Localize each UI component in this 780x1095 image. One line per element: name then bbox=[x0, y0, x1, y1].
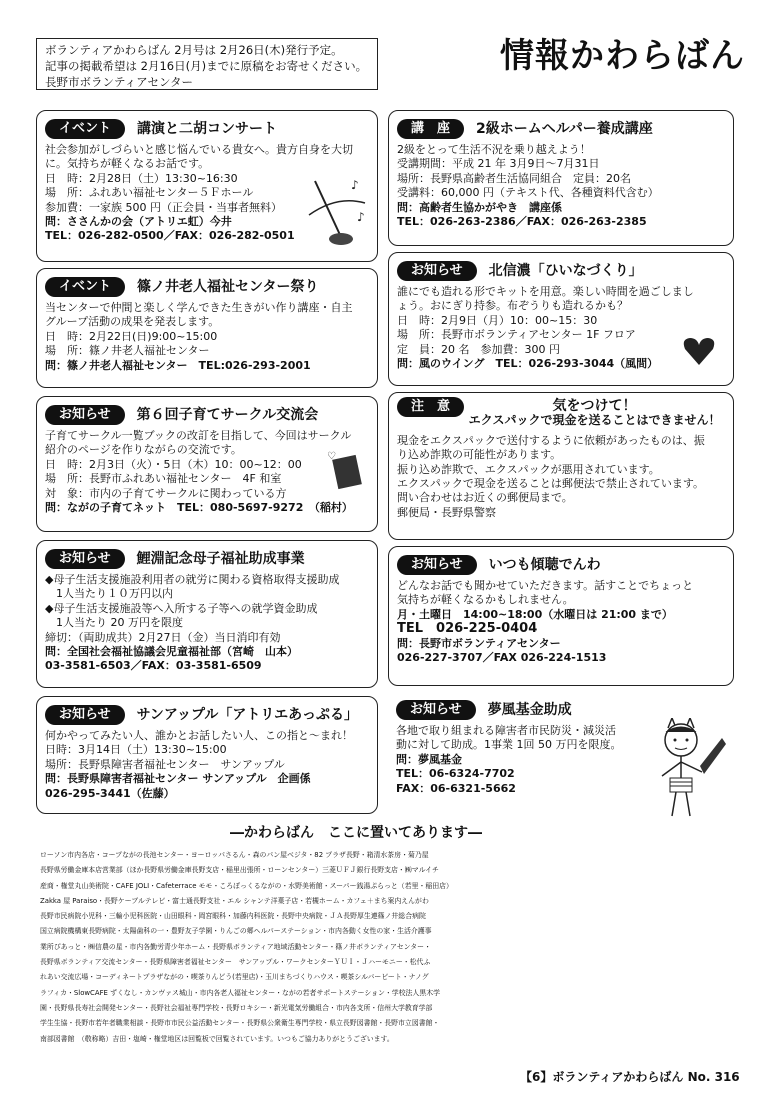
category-tag: お知らせ bbox=[45, 549, 125, 569]
places-line: ローソン市内各店・コープながの長池センター・ヨーロッパさるん・森のパン屋ベジタ・82 プラザ長野・箱清水茶房・菊乃屋 bbox=[40, 851, 429, 859]
page-footer: 【6】ボランティアかわらばん No. 316 bbox=[520, 1070, 740, 1084]
places-line: 業所ぴあっと・㈱信農の星・市内各勤労青少年ホーム・長野県ボランティア地域活動センター・篠ノ井ボランティアセンター・ bbox=[40, 942, 431, 951]
body-line: 誰にでも造れる形でキットを用意。楽しい時間を過ごしまし bbox=[397, 285, 694, 298]
places-list bbox=[40, 848, 740, 1047]
places-line: 長野県労働金庫本店営業部（ほか長野県労働金庫長野支店・稲里出張所・ローンセンター）三菱ＵＦＪ銀行長野支店・㈱マルイチ bbox=[40, 866, 439, 875]
heart-illustration bbox=[681, 335, 717, 367]
places-line: れあい交流広場・コーディネートプラザながの・喫茶りんどう(若里店)・玉川まちづくりハウス・喫茶シルバービート・ナノグ bbox=[40, 973, 429, 982]
notice-box-hiina bbox=[388, 252, 734, 386]
contact-line: TEL：026-282-0500／FAX：026-282-0501 bbox=[45, 229, 295, 243]
category-tag: お知らせ bbox=[45, 405, 125, 425]
body-line: 場 所：長野市ふれあい福祉センター 4F 和室 bbox=[45, 472, 282, 486]
body-line: 気持ちが軽くなるかもしれません。 bbox=[397, 593, 574, 607]
category-tag: お知らせ bbox=[397, 261, 477, 281]
contact-line: 問：長野県障害者福祉センター サンアップル 企画係 bbox=[45, 772, 311, 786]
places-line: 産商・権堂丸山美術院・CAFE JOLI・Cafeterrace モモ・ころぼっくるながの・水野美術館・スーパー銭湯ぷらっと（若里・稲田店） bbox=[40, 881, 453, 890]
contact-line: 問：全国社会福祉協議会児童福祉部（宮崎 山本） bbox=[45, 645, 298, 659]
body-line: ょう。おにぎり持参。布ぞうりも造れるかも？ bbox=[397, 299, 628, 313]
body-line: 動に対して助成。1事業 1回 50 万円を限度。 bbox=[396, 738, 622, 752]
body-line: 当センターで仲間と楽しく学んできた生きがい作り講座・自主 bbox=[45, 301, 353, 314]
box-title: 篠ノ井老人福祉センター祭り bbox=[137, 278, 319, 295]
body-line: 郵便局・長野県警察 bbox=[397, 505, 496, 519]
publication-notice bbox=[36, 38, 378, 90]
course-box-helper bbox=[388, 110, 734, 246]
body-line: 1人当たり１０万円以内 bbox=[45, 587, 173, 601]
places-line: 南部図書館 （敬称略）吉田・塩崎・権堂地区は回覧板で回覧されています。いつもご協力ありがとうございます。 bbox=[40, 1034, 394, 1043]
event-box-concert bbox=[36, 110, 378, 262]
body-line: 日 時：2月9日（月）10：00~15：30 bbox=[397, 313, 598, 327]
box-title: 北信濃「ひいなづくり」 bbox=[488, 262, 643, 279]
contact-line: 026-227-3707／FAX 026-224-1513 bbox=[397, 651, 607, 665]
notice-box-listening bbox=[388, 546, 734, 686]
contact-line: TEL 026-225-0404 bbox=[397, 621, 538, 637]
body-line: 日 時：2月3日（火）・5日（木）10：00~12：00 bbox=[45, 457, 302, 471]
svg-text:♡: ♡ bbox=[327, 451, 336, 462]
body-line: に。気持ちが軽くなるお話です。 bbox=[45, 157, 210, 171]
category-tag: 注 意 bbox=[397, 397, 464, 417]
body-line: り込め詐欺の可能性があります。 bbox=[397, 448, 562, 462]
box-title: 夢風基金助成 bbox=[487, 701, 572, 718]
body-line: 子育てサークル一覧ブックの改訂を目指して、今回はサークル bbox=[45, 429, 352, 442]
notice-line: 長野市ボランティアセンター bbox=[45, 75, 194, 89]
notice-box-childcare bbox=[36, 396, 378, 532]
svg-text:♪: ♪ bbox=[351, 178, 359, 192]
erhu-illustration bbox=[305, 175, 369, 249]
body-line: 日時：3月14日（土）13:30~15:00 bbox=[45, 743, 227, 757]
box-title: 2級ホームヘルパー養成講座 bbox=[476, 120, 653, 137]
box-title: 講演と二胡コンサート bbox=[137, 120, 278, 137]
body-line: 振り込め詐欺で、エクスパックが悪用されています。 bbox=[397, 462, 660, 476]
contact-line: 03-3581-6503／FAX：03-3581-6509 bbox=[45, 659, 262, 673]
oni-illustration bbox=[638, 718, 726, 822]
body-line: 締切：（両助成共）2月27日（金）当日消印有効 bbox=[45, 630, 281, 644]
event-box-festival bbox=[36, 268, 378, 388]
booklet-illustration bbox=[327, 449, 367, 499]
body-line: 受講料：60,000 円（テキスト代、各種資料代含む） bbox=[397, 186, 659, 200]
notice-line: ボランティアかわらばん 2月号は 2月26日(木)発行予定。 bbox=[45, 43, 343, 57]
body-line: 日 時：2月22日(日)9:00~15:00 bbox=[45, 329, 218, 343]
contact-line: 月・土曜日 14:00~18:00（水曜日は 21:00 まで） bbox=[397, 607, 673, 621]
body-line: 場所：長野県高齢者生活協同組合 定員：20名 bbox=[397, 171, 631, 185]
box-title: いつも傾聴でんわ bbox=[488, 556, 601, 573]
svg-text:♪: ♪ bbox=[357, 210, 365, 224]
contact-line: 問：夢風基金 bbox=[396, 752, 462, 766]
category-tag: 講 座 bbox=[397, 119, 464, 139]
body-line: 受講期間：平成 21 年 3月9日～7月31日 bbox=[397, 157, 600, 171]
places-line: ラフィカ・SlowCAFE ずくなし・カンヴァス城山・市内各老人福祉センター・ながの若者サポートステーション・学校法人黒木学 bbox=[40, 988, 440, 997]
body-line: 何かやってみたい人、誰かとお話したい人、この指と～まれ！ bbox=[45, 729, 353, 742]
body-line: ◆母子生活支援施設利用者の就労に関わる資格取得支援助成 bbox=[45, 573, 340, 586]
box-title: 第６回子育てサークル交流会 bbox=[136, 406, 319, 423]
body-line: 場 所：長野市ボランティアセンター 1F フロア bbox=[397, 328, 636, 342]
body-line: グループ活動の成果を発表します。 bbox=[45, 315, 220, 329]
body-line: 対 象：市内の子育てサークルに関わっている方 bbox=[45, 486, 287, 500]
contact-line: 問：長野市ボランティアセンター bbox=[397, 636, 561, 650]
category-tag: お知らせ bbox=[397, 555, 477, 575]
category-tag: お知らせ bbox=[396, 700, 476, 720]
body-line: 問い合わせはお近くの郵便局まで。 bbox=[397, 491, 573, 505]
places-line: 学生生協・長野市若年者職業相談・長野市市民公益活動センター・長野県公衆衛生専門学校・県立長野図書館・長野市立図書館・ bbox=[40, 1019, 440, 1028]
body-line: 日 時：2月28日（土）13:30~16:30 bbox=[45, 171, 238, 185]
contact-line: FAX：06-6321-5662 bbox=[396, 781, 516, 795]
masthead-title: 情報かわらばん bbox=[500, 36, 745, 76]
box-title: 気をつけて！ bbox=[552, 398, 637, 414]
body-line: 現金をエクスパックで送付するように依頼があったものは、振 bbox=[397, 433, 705, 447]
places-line: 長野市民病院小児科・三輪小児科医院・山田眼科・岡宮眼科・加藤内科医院・長野中央病院・ＪＡ長野厚生連篠ノ井総合病院 bbox=[40, 912, 426, 921]
body-line: 場 所：ふれあい福祉センター５Ｆホール bbox=[45, 186, 254, 200]
body-line: ◆母子生活支援施設等へ入所する子等への就学資金助成 bbox=[45, 601, 318, 615]
notice-box-atelier bbox=[36, 696, 378, 814]
body-line: 各地で取り組まれる障害者市民防災・減災活 bbox=[396, 724, 616, 737]
places-line: 長野県ボランティア交流センター・長野県障害者福祉センター サンアップル・ワークセンターＹＵＩ・Ｊハーモニー・松代ふ bbox=[40, 958, 431, 967]
contact-line: 問：篠ノ井老人福祉センター TEL:026-293-2001 bbox=[45, 358, 311, 372]
body-line: 場 所：篠ノ井老人福祉センター bbox=[45, 344, 210, 358]
notice-box-grant bbox=[36, 540, 378, 688]
contact-line: 026-295-3441（佐藤） bbox=[45, 786, 175, 800]
contact-line: TEL：026-263-2386／FAX：026-263-2385 bbox=[397, 215, 647, 229]
body-line: 参加費：一家族 500 円（正会員・当事者無料） bbox=[45, 200, 282, 214]
body-line: 場所：長野県障害者福祉センター サンアップル bbox=[45, 757, 285, 771]
section-title: ―かわらばん ここに置いてあります― bbox=[230, 825, 482, 841]
box-title: 鯉淵記念母子福祉助成事業 bbox=[136, 550, 305, 567]
contact-line: 問：ささんかの会（アトリエ虹）今井 bbox=[45, 215, 232, 229]
box-subtitle: エクスパックで現金を送ることはできません！ bbox=[468, 413, 721, 428]
category-tag: お知らせ bbox=[45, 705, 125, 725]
body-line: 2級をとって生活不況を乗り越えよう！ bbox=[397, 143, 591, 156]
body-line: 紹介のページを作りながらの交流です。 bbox=[45, 443, 242, 457]
category-tag: イベント bbox=[45, 277, 125, 297]
contact-line: TEL：06-6324-7702 bbox=[396, 767, 515, 781]
body-line: 定 員：20 名 参加費：300 円 bbox=[397, 342, 560, 356]
notice-box-yumekaze bbox=[388, 692, 734, 822]
contact-line: 問：ながの子育てネット TEL：080-5697-9272 （稲村） bbox=[45, 501, 353, 515]
places-line: 国立病院機構東長野病院・太陽歯科の一・豊野友子学園・りんごの郷ヘルパーステーション・市内各動く女性の家・生活介護事 bbox=[40, 927, 432, 936]
notice-line: 記事の掲載希望は 2月16日(月)までに原稿をお寄せください。 bbox=[45, 59, 368, 73]
contact-line: 問：風のウイング TEL：026-293-3044（風間） bbox=[397, 357, 659, 371]
body-line: エクスパックで現金を送ることは郵便法で禁止されています。 bbox=[397, 477, 705, 491]
body-line: 1人当たり 20 万円を限度 bbox=[45, 616, 183, 630]
places-line: Zakka 屋 Paraiso・長野ケーブルテレビ・富士通長野支社・エル シャンテ洋菓子店・若槻ホーム・カフェ＋まち案内えんがわ bbox=[40, 896, 429, 905]
body-line: どんなお話でも聞かせていただきます。話すことでちょっと bbox=[397, 579, 694, 592]
box-title: サンアップル「アトリエあっぷる」 bbox=[136, 706, 358, 723]
contact-line: 問：高齢者生協かがやき 講座係 bbox=[397, 200, 562, 214]
body-line: 社会参加がしづらいと感じ悩んでいる貴女へ。貴方自身を大切 bbox=[45, 143, 353, 156]
places-line: 園・長野県長寿社会開発センター・長野社会福祉専門学校・長野ロキシー・新光電気労働組合・市内各支所・信州大学教育学部 bbox=[40, 1003, 433, 1012]
category-tag: イベント bbox=[45, 119, 125, 139]
warning-box-expack bbox=[388, 392, 734, 540]
